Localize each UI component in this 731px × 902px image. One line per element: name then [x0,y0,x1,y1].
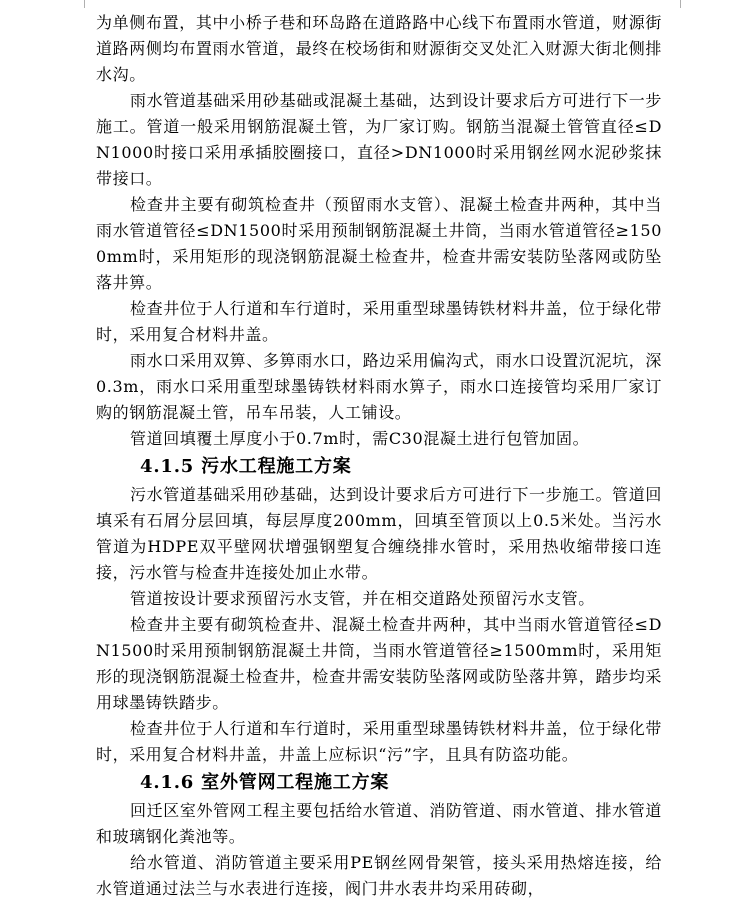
paragraph: 给水管道、消防管道主要采用PE钢丝网骨架管，接头采用热熔连接，给水管道通过法兰与水表进行连接，阀门井水表井均采用砖砌， [96,853,662,898]
paragraph: 检查井主要有砌筑检查井、混凝土检查井两种，其中当雨水管道管径≤DN1500时采用预制钢筋混凝土井筒，当雨水管道管径≥1500mm时，采用矩形的现浇钢筋混凝土检查井，检查井需安装防坠落网或防坠落井箅，踏步均采用球墨铸铁踏步。 [96,615,662,712]
paragraph: 为单侧布置，其中小桥子巷和环岛路在道路路中心线下布置雨水管道，财源街道路两侧均布置雨水管道，最终在校场街和财源街交叉处汇入财源大街北侧排水沟。 [96,13,662,84]
paragraph: 雨水口采用双箅、多箅雨水口，路边采用偏沟式，雨水口设置沉泥坑，深0.3m，雨水口采用重型球墨铸铁材料雨水箅子，雨水口连接管均采用厂家订购的钢筋混凝土管，吊车吊装，人工铺设。 [96,351,662,422]
paragraph: 回迁区室外管网工程主要包括给水管道、消防管道、雨水管道、排水管道和玻璃钢化粪池等。 [96,801,662,846]
paragraph: 检查井位于人行道和车行道时，采用重型球墨铸铁材料井盖，位于绿化带时，采用复合材料井盖，井盖上应标识“污”字，且具有防盗功能。 [96,719,662,764]
paragraph: 检查井位于人行道和车行道时，采用重型球墨铸铁材料井盖，位于绿化带时，采用复合材料井盖。 [96,299,662,344]
paragraph: 检查井主要有砌筑检查井（预留雨水支管）、混凝土检查井两种，其中当雨水管道管径≤DN1500时采用预制钢筋混凝土井筒，当雨水管道管径≥1500mm时，采用矩形的现浇钢筋混凝土检查井，检查井需安装防坠落网或防坠落井箅。 [96,195,662,292]
paragraph: 污水管道基础采用砂基础，达到设计要求后方可进行下一步施工。管道回填采有石屑分层回填，每层厚度200mm，回填至管顶以上0.5米处。当污水管道为HDPE双平壁网状增强钢塑复合缠绕排水管时，采用热收缩带接口连接，污水管与检查井连接处加止水带。 [96,485,662,582]
section-heading: 4.1.5 污水工程施工方案 [140,456,352,477]
document-body [96,10,662,902]
paragraph: 管道回填覆土厚度小于0.7m时，需C30混凝土进行包管加固。 [130,429,590,448]
corner-mark-left [84,0,85,8]
corner-mark-right [680,0,681,8]
section-heading: 4.1.6 室外管网工程施工方案 [140,772,390,793]
paragraph: 管道按设计要求预留污水支管，并在相交道路处预留污水支管。 [130,589,595,608]
paragraph: 雨水管道基础采用砂基础或混凝土基础，达到设计要求后方可进行下一步施工。管道一般采用钢筋混凝土管，为厂家订购。钢筋当混凝土管管直径≤DN1000时接口采用承插胶圈接口，直径>DN1000时采用钢丝网水泥砂浆抹带接口。 [96,91,662,188]
